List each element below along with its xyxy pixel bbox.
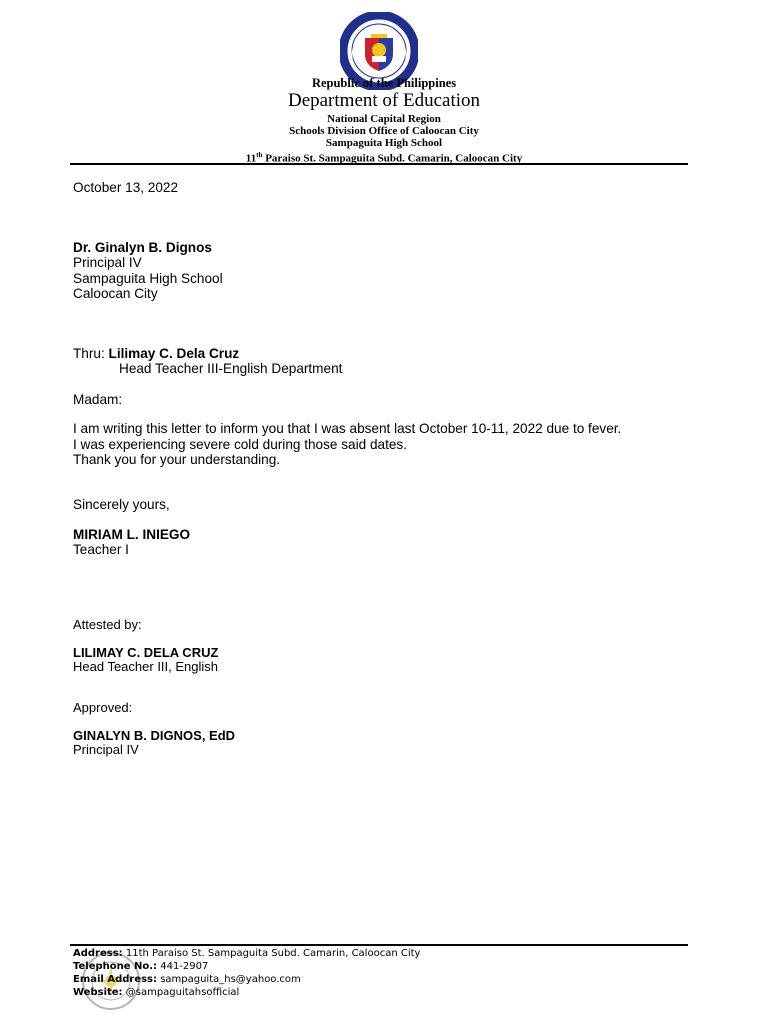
footer-email: Email Address: sampaguita_hs@yahoo.com [73,974,301,985]
recipient-title: Principal IV [73,255,142,270]
recipient-school: Sampaguita High School [73,271,223,286]
thru-title: Head Teacher III-English Department [119,361,343,376]
region-heading: National Capital Region [327,113,441,125]
school-address: 11th Paraiso St. Sampaguita Subd. Camarin, Caloocan City [245,151,523,165]
school-heading: Sampaguita High School [325,137,443,149]
approver-title: Principal IV [73,742,139,757]
attester-name: LILIMAY C. DELA CRUZ [73,645,219,660]
footer-website: Website: @sampaguitahsofficial [73,987,240,998]
closing: Sincerely yours, [73,497,170,512]
approved-label: Approved: [73,700,133,715]
sender-name: MIRIAM L. INIEGO [73,527,191,542]
republic-heading: Republic of the Philippines [311,76,457,90]
footer-divider [70,944,688,946]
body-line-3: Thank you for your understanding. [73,452,281,467]
attested-label: Attested by: [73,617,142,632]
header-divider [70,163,688,165]
letter-date: October 13, 2022 [73,180,179,195]
body-line-1: I am writing this letter to inform you that I was absent last October 10-11, 2022 due to fever. [73,421,622,436]
thru-label: Thru: [73,346,105,361]
recipient-name: Dr. Ginalyn B. Dignos [73,240,212,255]
approver-name: GINALYN B. DIGNOS, EdD [73,728,236,743]
attester-title: Head Teacher III, English [73,659,219,674]
footer-telephone: Telephone No.: 441-2907 [73,961,209,972]
department-heading: Department of Education [287,90,481,111]
body-line-2: I was experiencing severe cold during those said dates. [73,437,407,452]
salutation: Madam: [73,392,123,407]
sender-title: Teacher I [73,542,129,557]
thru-name: Lilimay C. Dela Cruz [108,346,240,361]
division-heading: Schools Division Office of Caloocan City [289,125,479,137]
recipient-city: Caloocan City [73,286,158,301]
footer-address: Address: 11th Paraiso St. Sampaguita Subd. Camarin, Caloocan City [73,948,421,959]
thru-line [73,346,239,362]
